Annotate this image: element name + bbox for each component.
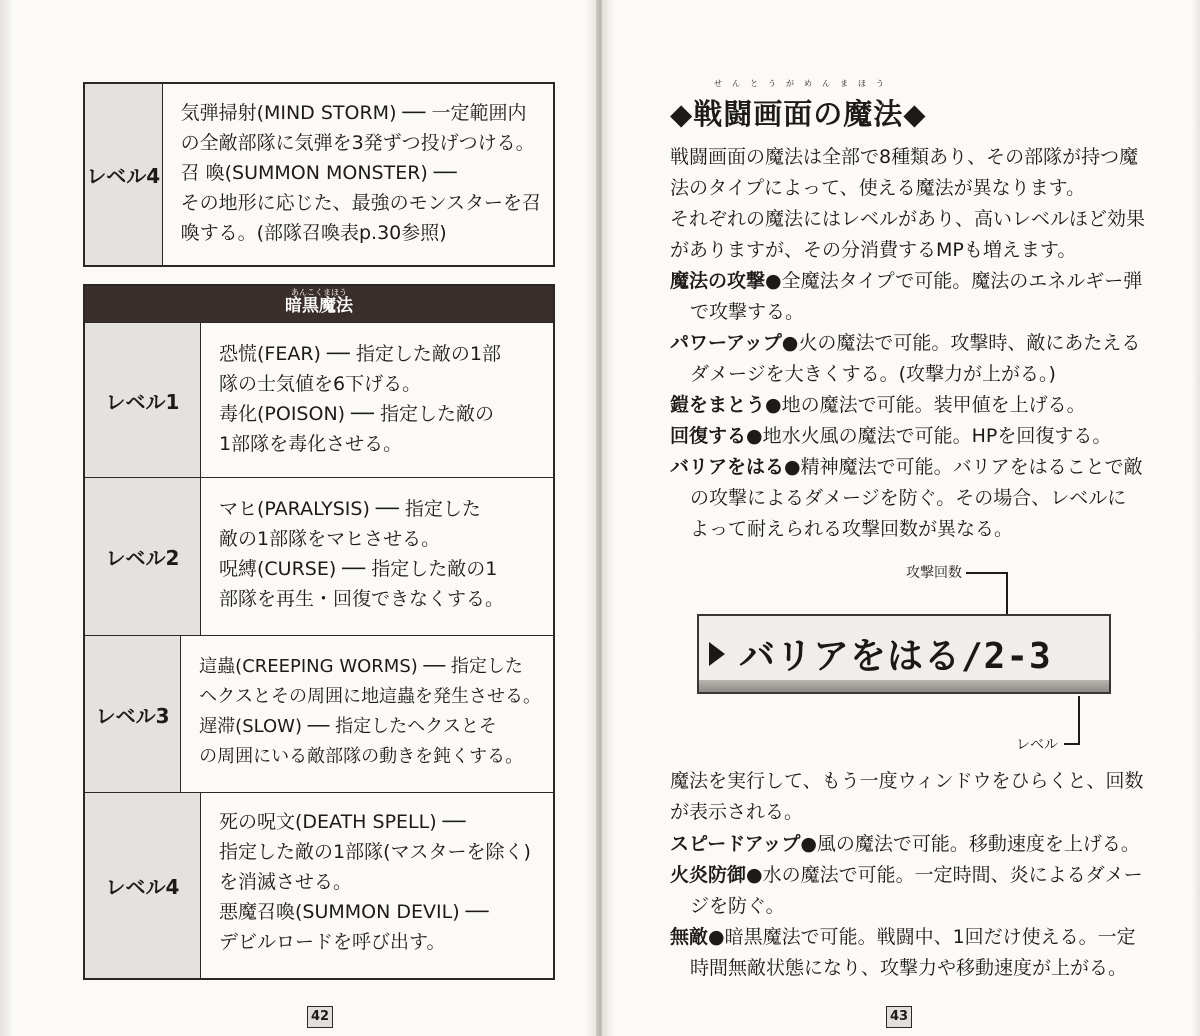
text-line: がありますが、その分消費するMPも増えます。	[670, 239, 1077, 261]
list-item	[670, 390, 1150, 421]
callout-line	[1064, 743, 1080, 745]
list-item	[670, 829, 1150, 860]
description-line: の全敵部隊に気弾を3発ずつ投げつける。	[180, 132, 535, 154]
table-row	[85, 84, 553, 265]
header-ruby: あんこくまほう	[291, 288, 347, 297]
description-line: 死の呪文(DEATH SPELL) ──	[219, 811, 466, 833]
description-line: 指定した敵の1部隊(マスターを除く)	[219, 841, 531, 863]
game-window-example	[697, 614, 1111, 694]
item-term: パワーアップ	[670, 332, 782, 354]
description-line: 恐慌(FEAR) ── 指定した敵の1部	[219, 343, 502, 365]
table-row	[85, 322, 553, 477]
table-row	[85, 477, 553, 635]
description-line: 毒化(POISON) ── 指定した敵の	[219, 403, 495, 425]
description-line: デビルロードを呼び出す。	[219, 931, 446, 953]
item-text: ●全魔法タイプで可能。魔法のエネルギー弾	[765, 270, 1143, 292]
item-text: ●精神魔法で可能。バリアをはることで敵	[784, 456, 1143, 478]
list-item	[670, 328, 1150, 359]
spell-description	[201, 478, 553, 635]
text-line: が表示される。	[670, 801, 804, 823]
item-term: 鎧をまとう	[670, 394, 766, 416]
item-continuation: 時間無敵状態になり、攻撃力や移動速度が上がる。	[690, 957, 1128, 979]
description-line: 隊の士気値を6下げる。	[219, 373, 422, 395]
title-text: ◆戦闘画面の魔法◆	[670, 97, 927, 131]
description-line: 部隊を再生・回復できなくする。	[219, 588, 505, 610]
text-line: 魔法を実行して、もう一度ウィンドウをひらくと、回数	[670, 770, 1144, 792]
description-line: 這蟲(CREEPING WORMS) ── 指定した	[199, 656, 523, 677]
item-text: ●地水火風の魔法で可能。HPを回復する。	[746, 425, 1112, 447]
spell-description	[163, 84, 553, 265]
item-text: ●地の魔法で可能。装甲値を上げる。	[765, 394, 1086, 416]
item-continuation: の攻撃によるダメージを防ぐ。その場合、レベルに	[690, 487, 1127, 509]
header-title: 暗黒魔法	[285, 296, 353, 316]
level-label: レベル2	[85, 478, 201, 635]
page-number: 42	[307, 1006, 333, 1028]
list-item	[670, 421, 1150, 452]
description-line: 呪縛(CURSE) ── 指定した敵の1	[219, 558, 498, 580]
item-term: 回復する	[670, 425, 747, 447]
item-text: ●暗黒魔法で可能。戦闘中、1回だけ使える。一定	[708, 926, 1136, 948]
magic-list-b	[670, 829, 1150, 984]
text-line: それぞれの魔法にはレベルがあり、高いレベルほど効果	[670, 208, 1146, 230]
description-line: マヒ(PARALYSIS) ── 指定した	[219, 498, 481, 520]
description-line: の周囲にいる敵部隊の動きを鈍くする。	[199, 746, 524, 767]
table-row	[85, 792, 553, 978]
text-line: 戦闘画面の魔法は全部で8種類あり、その部隊が持つ魔	[670, 146, 1139, 168]
attack-count-label: 攻撃回数	[906, 565, 962, 581]
spell-table-top	[83, 82, 555, 267]
list-item	[670, 266, 1150, 297]
level-label: レベル4	[85, 793, 201, 978]
section-title	[670, 79, 927, 133]
dark-magic-header	[85, 286, 553, 322]
callout-line	[1078, 696, 1080, 744]
window-shadow	[699, 680, 1109, 692]
item-term: スピードアップ	[670, 833, 801, 855]
description-line: を消滅させる。	[219, 871, 353, 893]
cursor-arrow-icon	[709, 642, 725, 666]
item-text: ●火の魔法で可能。攻撃時、敵にあたえる	[781, 332, 1141, 354]
list-item	[670, 922, 1150, 953]
description-line: その地形に応じた、最強のモンスターを召	[180, 192, 541, 214]
list-item	[670, 452, 1150, 483]
spell-description	[201, 323, 553, 477]
description-line: 1部隊を毒化させる。	[219, 433, 403, 455]
dark-magic-table	[83, 284, 555, 980]
item-continuation: ダメージを大きくする。(攻撃力が上がる。)	[690, 363, 1056, 385]
level-callout-label: レベル	[1016, 737, 1058, 753]
spell-description	[201, 793, 553, 978]
item-term: 無敵	[670, 926, 709, 948]
description-line: 遅滞(SLOW) ── 指定したヘクスとそ	[199, 716, 497, 737]
description-line: 気弾掃射(MIND STORM) ── 一定範囲内	[180, 102, 527, 124]
item-text: ●水の魔法で可能。一定時間、炎によるダメー	[746, 864, 1143, 886]
title-ruby: せんとうがめんまほう	[714, 79, 894, 88]
spell-description	[181, 636, 553, 792]
description-line: 召 喚(SUMMON MONSTER) ──	[180, 162, 457, 184]
item-term: 火炎防御	[670, 864, 747, 886]
left-page	[0, 0, 598, 1036]
description-line: ヘクスとその周囲に地這蟲を発生させる。	[199, 686, 541, 707]
window-text: バリアをはる/2-3	[739, 636, 1052, 677]
description-line: 悪魔召喚(SUMMON DEVIL) ──	[219, 901, 489, 923]
item-term: バリアをはる	[670, 456, 785, 478]
item-text: ●風の魔法で可能。移動速度を上げる。	[800, 833, 1140, 855]
item-continuation: ジを防ぐ。	[690, 895, 785, 917]
list-item	[670, 860, 1150, 891]
item-term: 魔法の攻撃	[670, 270, 766, 292]
page-number: 43	[886, 1006, 912, 1028]
item-continuation: よって耐えられる攻撃回数が異なる。	[690, 518, 1014, 540]
magic-list-a	[670, 266, 1150, 545]
level-label: レベル4	[85, 84, 163, 265]
intro-paragraph	[670, 142, 1150, 266]
level-label: レベル1	[85, 323, 201, 477]
table-row	[85, 635, 553, 792]
after-screen-paragraph	[670, 766, 1150, 828]
text-line: 法のタイプによって、使える魔法が異なります。	[670, 177, 1086, 199]
callout-line	[966, 572, 1008, 574]
description-line: 喚する。(部隊召喚表p.30参照)	[180, 222, 447, 244]
item-continuation: で攻撃する。	[690, 301, 805, 323]
description-line: 敵の1部隊をマヒさせる。	[219, 528, 441, 550]
level-label: レベル3	[85, 636, 181, 792]
